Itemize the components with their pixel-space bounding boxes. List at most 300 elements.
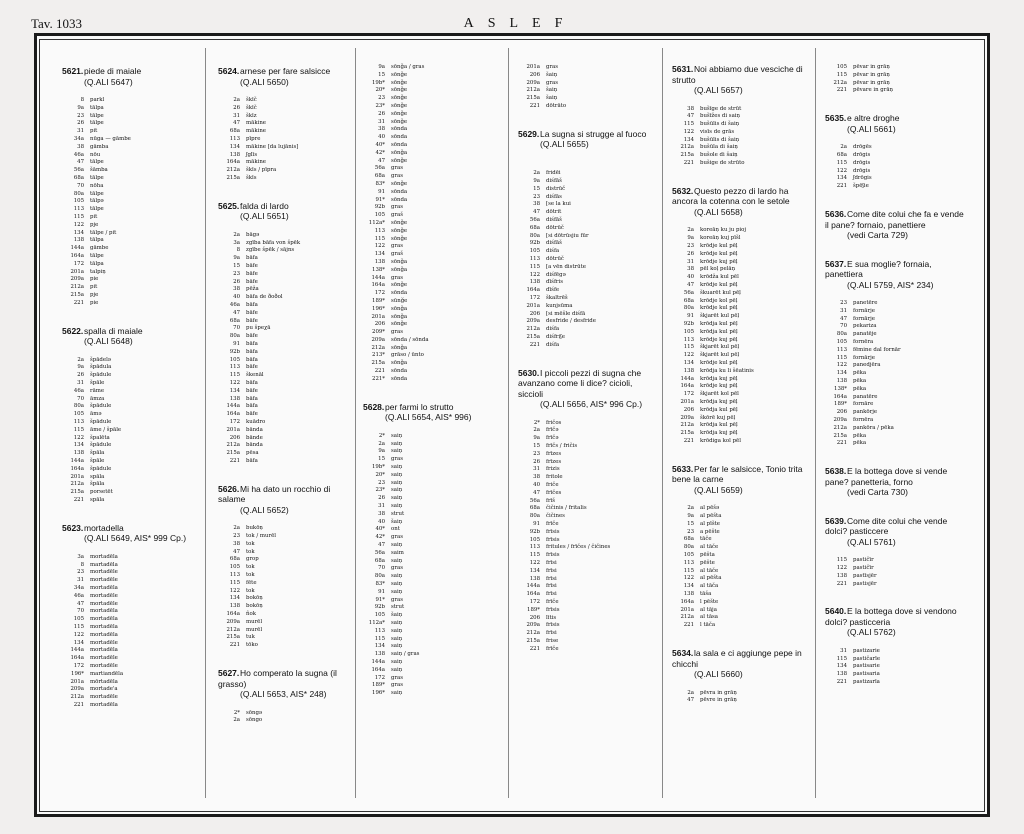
dialect-form: frīčə	[546, 427, 559, 434]
response-row	[363, 111, 429, 119]
dialect-form: frīš	[546, 497, 556, 504]
dialect-form: āmə	[90, 411, 102, 418]
dialect-form: sōngə	[246, 709, 263, 716]
response-row	[363, 360, 429, 368]
response-row	[518, 420, 610, 428]
response-list	[218, 710, 262, 726]
response-row	[672, 329, 754, 337]
survey-point: 221	[229, 457, 240, 464]
survey-point: 134	[374, 643, 385, 650]
dialect-form: škīs	[246, 174, 257, 181]
dialect-form: frīčes	[546, 489, 562, 496]
response-row	[218, 525, 276, 533]
survey-point: 212a	[833, 424, 847, 431]
dialect-form: mortadēle	[90, 577, 118, 584]
survey-point: 105	[683, 552, 694, 559]
response-row	[672, 607, 721, 615]
response-row	[825, 440, 901, 448]
response-row	[825, 679, 880, 687]
dialect-form: sōnda	[391, 196, 408, 203]
survey-point: 2a	[233, 97, 240, 103]
dialect-form: saiņ	[391, 479, 403, 486]
response-row	[218, 271, 300, 279]
response-row	[672, 344, 754, 352]
dialect-form: gras	[391, 674, 404, 681]
dialect-form: sōnda	[391, 375, 408, 382]
dialect-form: mortadēle	[90, 600, 118, 607]
survey-point: 56a	[529, 217, 540, 224]
dialect-form: diśfa	[546, 248, 560, 255]
question-header	[672, 464, 812, 496]
response-row	[825, 80, 893, 88]
column-separator	[662, 48, 663, 798]
dialect-form: gras	[391, 165, 404, 172]
dialect-form: pastičīr	[853, 564, 874, 571]
dialect-form: frīsis	[546, 622, 560, 629]
response-row	[672, 282, 754, 290]
survey-point: 105	[73, 411, 84, 418]
dialect-form: mākine	[246, 159, 266, 166]
dialect-form: martiandēla	[90, 670, 124, 677]
dialect-form: gras	[391, 204, 404, 211]
dialect-form: friče	[546, 482, 559, 489]
question-reference: (Q.ALI 5647)	[84, 76, 133, 87]
survey-point: 122	[73, 631, 84, 638]
response-row	[218, 442, 300, 450]
response-row	[218, 159, 298, 167]
response-row	[363, 306, 429, 314]
survey-point: 221*	[372, 375, 385, 382]
survey-point: 122	[529, 560, 540, 567]
response-list	[672, 690, 737, 706]
survey-point: 31	[233, 112, 240, 119]
response-row	[363, 651, 419, 659]
survey-point: 138	[529, 575, 540, 582]
dialect-form: nōha	[90, 182, 104, 189]
dialect-form: frīsi	[546, 567, 557, 574]
dialect-form: zgībe špēk / sājns	[246, 247, 295, 254]
survey-point: 122	[529, 271, 540, 278]
dialect-form: škjarēt kul pēļ	[700, 344, 740, 351]
question-header	[825, 259, 965, 291]
response-row	[363, 682, 419, 690]
response-row	[672, 391, 754, 399]
survey-point: 206	[683, 406, 694, 413]
atlas-title: ASLEF	[463, 16, 577, 31]
survey-point: 134	[529, 567, 540, 574]
response-row	[218, 549, 276, 557]
dialect-form: špāle	[90, 379, 105, 386]
question-number: 5638.	[825, 466, 847, 477]
question-number: 5633.	[672, 463, 694, 474]
question-number: 5625.	[218, 200, 240, 211]
dialect-form: tōko	[246, 642, 258, 649]
dialect-form: frīzes	[546, 458, 562, 465]
survey-point: 56a	[374, 165, 385, 172]
dialect-form: fornārje	[853, 307, 875, 314]
response-row	[62, 569, 123, 577]
response-row	[62, 191, 131, 199]
dialect-form: tāša	[700, 591, 712, 598]
survey-point: 47	[533, 209, 540, 216]
response-row	[825, 656, 880, 664]
survey-point: 189*	[372, 297, 385, 304]
response-row	[218, 627, 276, 635]
dialect-form: škīs / pīpra	[246, 167, 277, 174]
dialect-form: saiņ	[391, 627, 403, 634]
dialect-form: mortadēle	[90, 662, 118, 669]
dialect-form: bāfe	[246, 411, 258, 418]
question-reference: (Q.ALI 5655)	[540, 139, 589, 150]
dialect-form: mākine	[246, 120, 266, 127]
question-reference: (vedi Carta 730)	[847, 487, 908, 498]
survey-point: 134	[73, 639, 84, 646]
dialect-form: pēvare in grāņ	[853, 87, 894, 94]
dialect-form: špāla	[90, 450, 105, 457]
survey-point: 68a	[529, 224, 540, 231]
dialect-form: al pēšta	[700, 575, 722, 582]
survey-point: 56a	[683, 289, 694, 296]
dialect-form: krōdja ku li šēatinis	[700, 367, 754, 374]
response-row	[672, 599, 721, 607]
dialect-form: al pīšte	[700, 520, 720, 527]
question-reference: (vedi Carta 729)	[847, 230, 908, 240]
response-row	[218, 167, 298, 175]
response-row	[218, 136, 298, 144]
response-row	[518, 513, 610, 521]
response-row	[518, 103, 566, 111]
survey-point: 164a	[226, 411, 240, 418]
dialect-form: diśfa	[546, 341, 560, 348]
response-row	[62, 616, 123, 624]
response-row	[218, 364, 300, 372]
dialect-form: pēvre in grāņ	[700, 697, 737, 704]
survey-point: 38	[533, 201, 540, 208]
dialect-form: špādule	[90, 403, 112, 410]
survey-point: 26	[77, 372, 84, 379]
response-row	[363, 368, 429, 376]
response-row	[363, 181, 429, 189]
dialect-form: saiņ	[391, 448, 403, 455]
survey-point: 38	[687, 266, 694, 273]
response-row	[363, 628, 419, 636]
survey-point: 138	[836, 671, 847, 678]
survey-point: 221	[374, 368, 385, 375]
response-row	[218, 349, 300, 357]
response-row	[62, 450, 121, 458]
survey-point: 92b	[683, 320, 694, 327]
survey-point: 122	[374, 243, 385, 250]
dialect-form: bušige de strūto	[700, 160, 745, 167]
survey-point: 134	[229, 387, 240, 394]
survey-point: 212a	[526, 326, 540, 333]
dialect-form: šaiņ	[546, 87, 558, 94]
question-text: E la bottega dove si vendono dolci? pasticceria	[825, 606, 957, 627]
survey-point: 9a	[687, 513, 694, 520]
survey-point: 113	[73, 206, 84, 213]
survey-point: 115	[529, 552, 540, 559]
survey-point: 201a	[680, 398, 694, 405]
response-row	[62, 120, 131, 128]
response-row	[218, 595, 276, 603]
dialect-form: čičinis / fritalis	[546, 505, 587, 512]
response-row	[62, 624, 123, 632]
response-row	[672, 298, 754, 306]
dialect-form: krōdja kuj pēļ	[700, 375, 738, 382]
response-list	[825, 648, 880, 687]
dialect-form: bokōņ	[246, 603, 263, 610]
response-row	[672, 321, 754, 329]
response-row	[518, 295, 596, 303]
response-row	[363, 573, 419, 581]
survey-point: 122	[73, 434, 84, 441]
survey-point: 80a	[73, 403, 84, 410]
dialect-form: tāče	[700, 536, 712, 543]
question-header	[218, 484, 358, 516]
survey-point: 31	[77, 577, 84, 584]
survey-point: 212a	[680, 144, 694, 151]
response-row	[672, 529, 721, 537]
question-number: 5637.	[825, 258, 847, 269]
response-row	[363, 480, 419, 488]
dialect-form: pēka	[853, 440, 867, 447]
survey-point: 172	[374, 290, 385, 297]
survey-point: 122	[683, 352, 694, 359]
response-row	[218, 152, 298, 160]
survey-point: 138	[73, 450, 84, 457]
survey-point: 164a	[680, 598, 694, 605]
survey-point: 144a	[70, 245, 84, 252]
survey-point: 134	[229, 143, 240, 150]
response-row	[218, 263, 300, 271]
survey-point: 46a	[73, 151, 84, 158]
response-row	[218, 450, 300, 458]
dialect-form: saiņ	[391, 502, 403, 509]
dialect-form: fornārje	[853, 315, 875, 322]
dialect-form: sōnda	[391, 134, 408, 141]
survey-point: 26	[233, 278, 240, 285]
survey-point: 134	[836, 663, 847, 670]
question-number: 5636.	[825, 209, 847, 219]
response-row	[218, 458, 300, 466]
dialect-form: fornēra	[853, 416, 874, 423]
survey-point: 8	[236, 247, 240, 254]
dialect-form: spāla	[90, 496, 105, 503]
response-row	[518, 194, 596, 202]
response-row	[62, 198, 131, 206]
survey-point: 221	[529, 102, 540, 109]
response-row	[672, 352, 754, 360]
survey-point: 172	[229, 418, 240, 425]
survey-point: 115	[836, 557, 847, 564]
survey-point: 56a	[73, 167, 84, 174]
response-row	[363, 503, 419, 511]
response-row	[218, 580, 276, 588]
survey-point: 31	[378, 118, 385, 125]
dialect-form: gras	[546, 64, 559, 70]
survey-point: 105	[229, 356, 240, 363]
response-row	[825, 300, 901, 308]
survey-point: 80a	[836, 331, 847, 338]
response-row	[363, 72, 429, 80]
response-row	[218, 572, 276, 580]
survey-point: 215a	[526, 334, 540, 341]
dialect-form: sōnda	[391, 290, 408, 297]
question-header	[62, 326, 197, 347]
dialect-form: špādule	[90, 442, 112, 449]
survey-point: 209a	[833, 416, 847, 423]
response-row	[672, 521, 721, 529]
survey-point: 31	[533, 466, 540, 473]
dialect-form: drōgis	[853, 151, 871, 158]
response-row	[218, 541, 276, 549]
response-row	[363, 511, 419, 519]
dialect-form: tālpa	[90, 260, 104, 267]
dialect-form: bušīžes di saiņ	[700, 113, 740, 120]
response-row	[363, 228, 429, 236]
response-row	[363, 95, 429, 103]
response-row	[518, 615, 610, 623]
response-row	[218, 302, 300, 310]
survey-point: 2a	[233, 525, 240, 532]
survey-point: 70	[77, 182, 84, 189]
dialect-form: sōnğe	[391, 118, 408, 125]
survey-point: 221	[73, 701, 84, 708]
dialect-form: [a vēn distrūte	[546, 263, 586, 270]
response-row	[672, 422, 754, 430]
response-row	[218, 396, 300, 404]
dialect-form: škīč	[246, 97, 257, 103]
survey-point: 144a	[526, 583, 540, 590]
survey-point: 2a	[533, 170, 540, 177]
question-reference: (Q.ALI 5759, AIS* 234)	[847, 279, 934, 290]
dialect-form: bāfa	[246, 348, 258, 355]
response-row	[218, 333, 300, 341]
response-row	[518, 72, 566, 80]
response-row	[672, 152, 745, 160]
response-row	[62, 183, 131, 191]
response-row	[62, 427, 121, 435]
survey-point: 105	[683, 328, 694, 335]
dialect-form: frīče	[546, 645, 559, 652]
survey-point: 138	[73, 237, 84, 244]
survey-point: 112a*	[368, 219, 385, 226]
dialect-form: murēl	[246, 618, 263, 625]
dialect-form: saiņ	[391, 643, 403, 650]
response-row	[672, 259, 754, 267]
response-row	[518, 303, 596, 311]
dialect-form: mortadēla	[90, 701, 118, 708]
dialect-form: fritole	[546, 474, 563, 481]
dialect-form: gras	[391, 456, 404, 463]
response-row	[672, 697, 737, 705]
dialect-form: ñok	[246, 611, 256, 618]
dialect-form: saiņ	[391, 557, 403, 564]
response-row	[672, 513, 721, 521]
dialect-form: al tāsa	[700, 614, 719, 621]
dialect-form: panedjēra	[853, 362, 881, 369]
question-text: per farmi lo strutto	[385, 401, 454, 412]
response-row	[518, 80, 566, 88]
survey-point: 201a	[70, 268, 84, 275]
survey-point: 9a	[533, 435, 540, 442]
dialect-form: šaiņ	[546, 71, 558, 78]
dialect-form: pastisarie	[853, 663, 880, 670]
response-row	[825, 386, 901, 394]
survey-point: 215a	[526, 95, 540, 102]
dialect-form: desfride / desfride	[546, 318, 596, 325]
survey-point: 91*	[375, 196, 385, 203]
survey-point: 80a	[73, 190, 84, 197]
response-row	[825, 331, 901, 339]
survey-point: 209a	[526, 79, 540, 86]
response-row	[62, 632, 123, 640]
response-row	[363, 220, 429, 228]
survey-point: 172	[529, 295, 540, 302]
dialect-form: bāfa	[246, 395, 258, 402]
dialect-form: sōnda / sōnda	[391, 336, 429, 343]
survey-point: 68a	[229, 317, 240, 324]
survey-point: 26	[533, 458, 540, 465]
response-row	[518, 217, 596, 225]
response-list	[218, 525, 276, 650]
dialect-form: fridēi	[546, 170, 561, 177]
survey-point: 134	[836, 370, 847, 377]
dialect-form: sōnda	[391, 368, 408, 375]
response-row	[218, 120, 298, 128]
response-row	[363, 433, 419, 441]
survey-point: 20*	[375, 471, 385, 478]
response-row	[825, 72, 893, 80]
response-row	[672, 690, 737, 698]
survey-point: 212a	[70, 481, 84, 488]
survey-point: 138	[374, 651, 385, 658]
response-row	[62, 159, 131, 167]
dialect-form: tālpe	[90, 174, 104, 181]
question-number: 5627.	[218, 668, 240, 679]
survey-point: 212a	[526, 630, 540, 637]
response-row	[363, 667, 419, 675]
survey-point: 122	[73, 221, 84, 228]
dialect-form: saiņ	[391, 487, 403, 494]
dialect-form: sōnğa	[391, 258, 408, 265]
question-text: e altre droghe	[847, 113, 900, 124]
survey-point: 172	[683, 391, 694, 398]
question-header	[672, 64, 812, 96]
dialect-form: bāfe	[246, 387, 258, 394]
survey-point: 209a	[70, 276, 84, 283]
response-row	[518, 326, 596, 334]
dialect-form: špādelə	[90, 356, 111, 363]
question-header	[218, 66, 358, 87]
question-reference: (Q.ALI 5661)	[847, 123, 896, 134]
survey-point: 70	[77, 395, 84, 402]
survey-point: 9a	[233, 255, 240, 262]
survey-point: 38	[687, 105, 694, 112]
survey-point: 134	[836, 175, 847, 182]
response-row	[825, 581, 877, 589]
survey-point: 83*	[375, 580, 385, 587]
dialect-form: pit	[90, 284, 98, 291]
survey-point: 122	[836, 362, 847, 369]
survey-point: 221	[529, 645, 540, 652]
response-row	[518, 544, 610, 552]
dialect-form: saiņ	[391, 666, 403, 673]
survey-point: 115	[374, 635, 385, 642]
survey-point: 9a	[77, 104, 84, 111]
survey-point: 115	[374, 235, 385, 242]
dialect-form: mortadēla	[90, 616, 118, 623]
